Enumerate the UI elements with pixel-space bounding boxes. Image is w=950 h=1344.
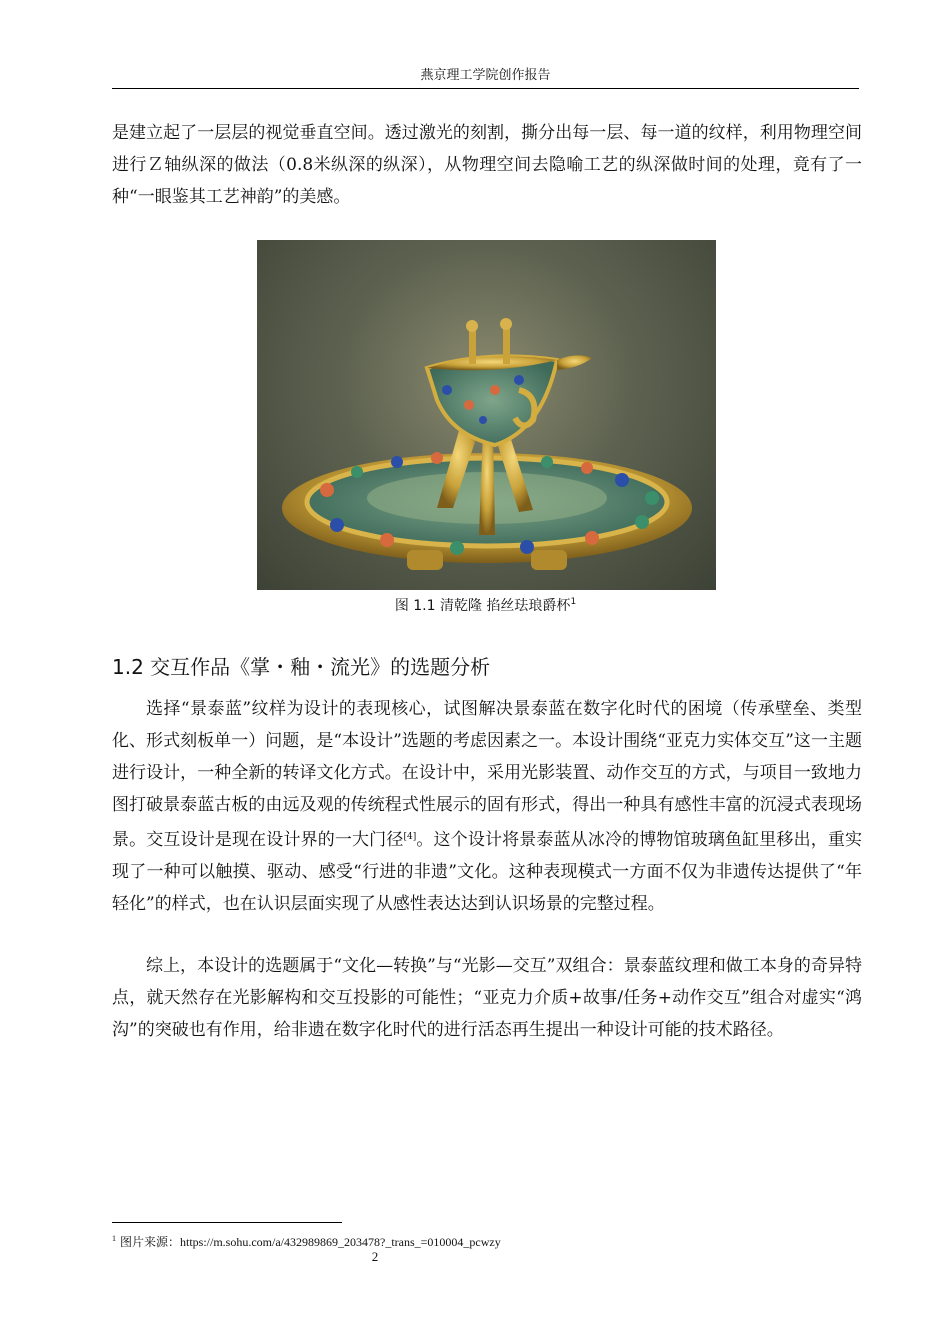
figure-caption-note: 1 xyxy=(570,597,577,607)
paragraph-topic-analysis-part2: 。这个设计将景泰蓝从冰冷的博物馆玻璃鱼缸里移出，重实现了一种可以触摸、驱动、感受“行进的非遗”文化。这种表现模式一方面不仅为非遗传达提供了“年轻化”的样式，也在认识层面实现了从感性表达达到认识场景的完整过程。 xyxy=(112,830,863,914)
jue-cup-illustration xyxy=(257,240,716,590)
page-header xyxy=(112,66,859,89)
header-title: 燕京理工学院创作报告 xyxy=(420,68,551,83)
figure-caption xyxy=(112,591,859,617)
footnote-text: 图片来源：https://m.sohu.com/a/432989869_203478?_trans_=010004_pcwzy xyxy=(120,1235,501,1249)
section-heading: 1.2 交互作品《掌・釉・流光》的选题分析 xyxy=(112,655,491,679)
figure-jue-cup-photo xyxy=(257,240,716,590)
paragraph-topic-analysis xyxy=(112,693,862,920)
paragraph-topic-analysis-part1: 选择“景泰蓝”纹样为设计的表现核心，试图解决景泰蓝在数字化时代的困境（传承壁垒、类型化、形式刻板单一）问题，是“本设计”选题的考虑因素之一。本设计围绕“亚克力实体交互”这一主题进行设计，一种全新的转译文化方式。在设计中，采用光影装置、动作交互的方式，与项目一致地力图打破景泰蓝古板的由远及观的传统程式性展示的固有形式，得出一种具有感性丰富的沉浸式表现场景。交互设计是现在设计界的一大门径 xyxy=(112,699,862,850)
paragraph-summary: 综上，本设计的选题属于“文化—转换”与“光影—交互”双组合：景泰蓝纹理和做工本身的奇异特点，就天然存在光影解构和交互投影的可能性；“亚克力介质+故事/任务+动作交互”组合对虚实“鸿沟”的突破也有作用，给非遗在数字化时代的进行活态再生提出一种设计可能的技术路径。 xyxy=(112,956,862,1040)
paragraph-intro: 是建立起了一层层的视觉垂直空间。透过激光的刻割，撕分出每一层、每一道的纹样，利用物理空间进行Ｚ轴纵深的做法（0.8米纵深的纵深），从物理空间去隐喻工艺的纵深做时间的处理，竟有了一种“一眼鉴其工艺神韵”的美感。 xyxy=(112,123,862,207)
footnote-rule xyxy=(112,1222,342,1223)
footnote-mark: 1 xyxy=(112,1234,116,1243)
citation-mark: [4] xyxy=(403,832,417,842)
figure-caption-text: 图 1.1 清乾隆 掐丝珐琅爵杯 xyxy=(394,598,571,614)
page-number: 2 xyxy=(371,1249,379,1264)
